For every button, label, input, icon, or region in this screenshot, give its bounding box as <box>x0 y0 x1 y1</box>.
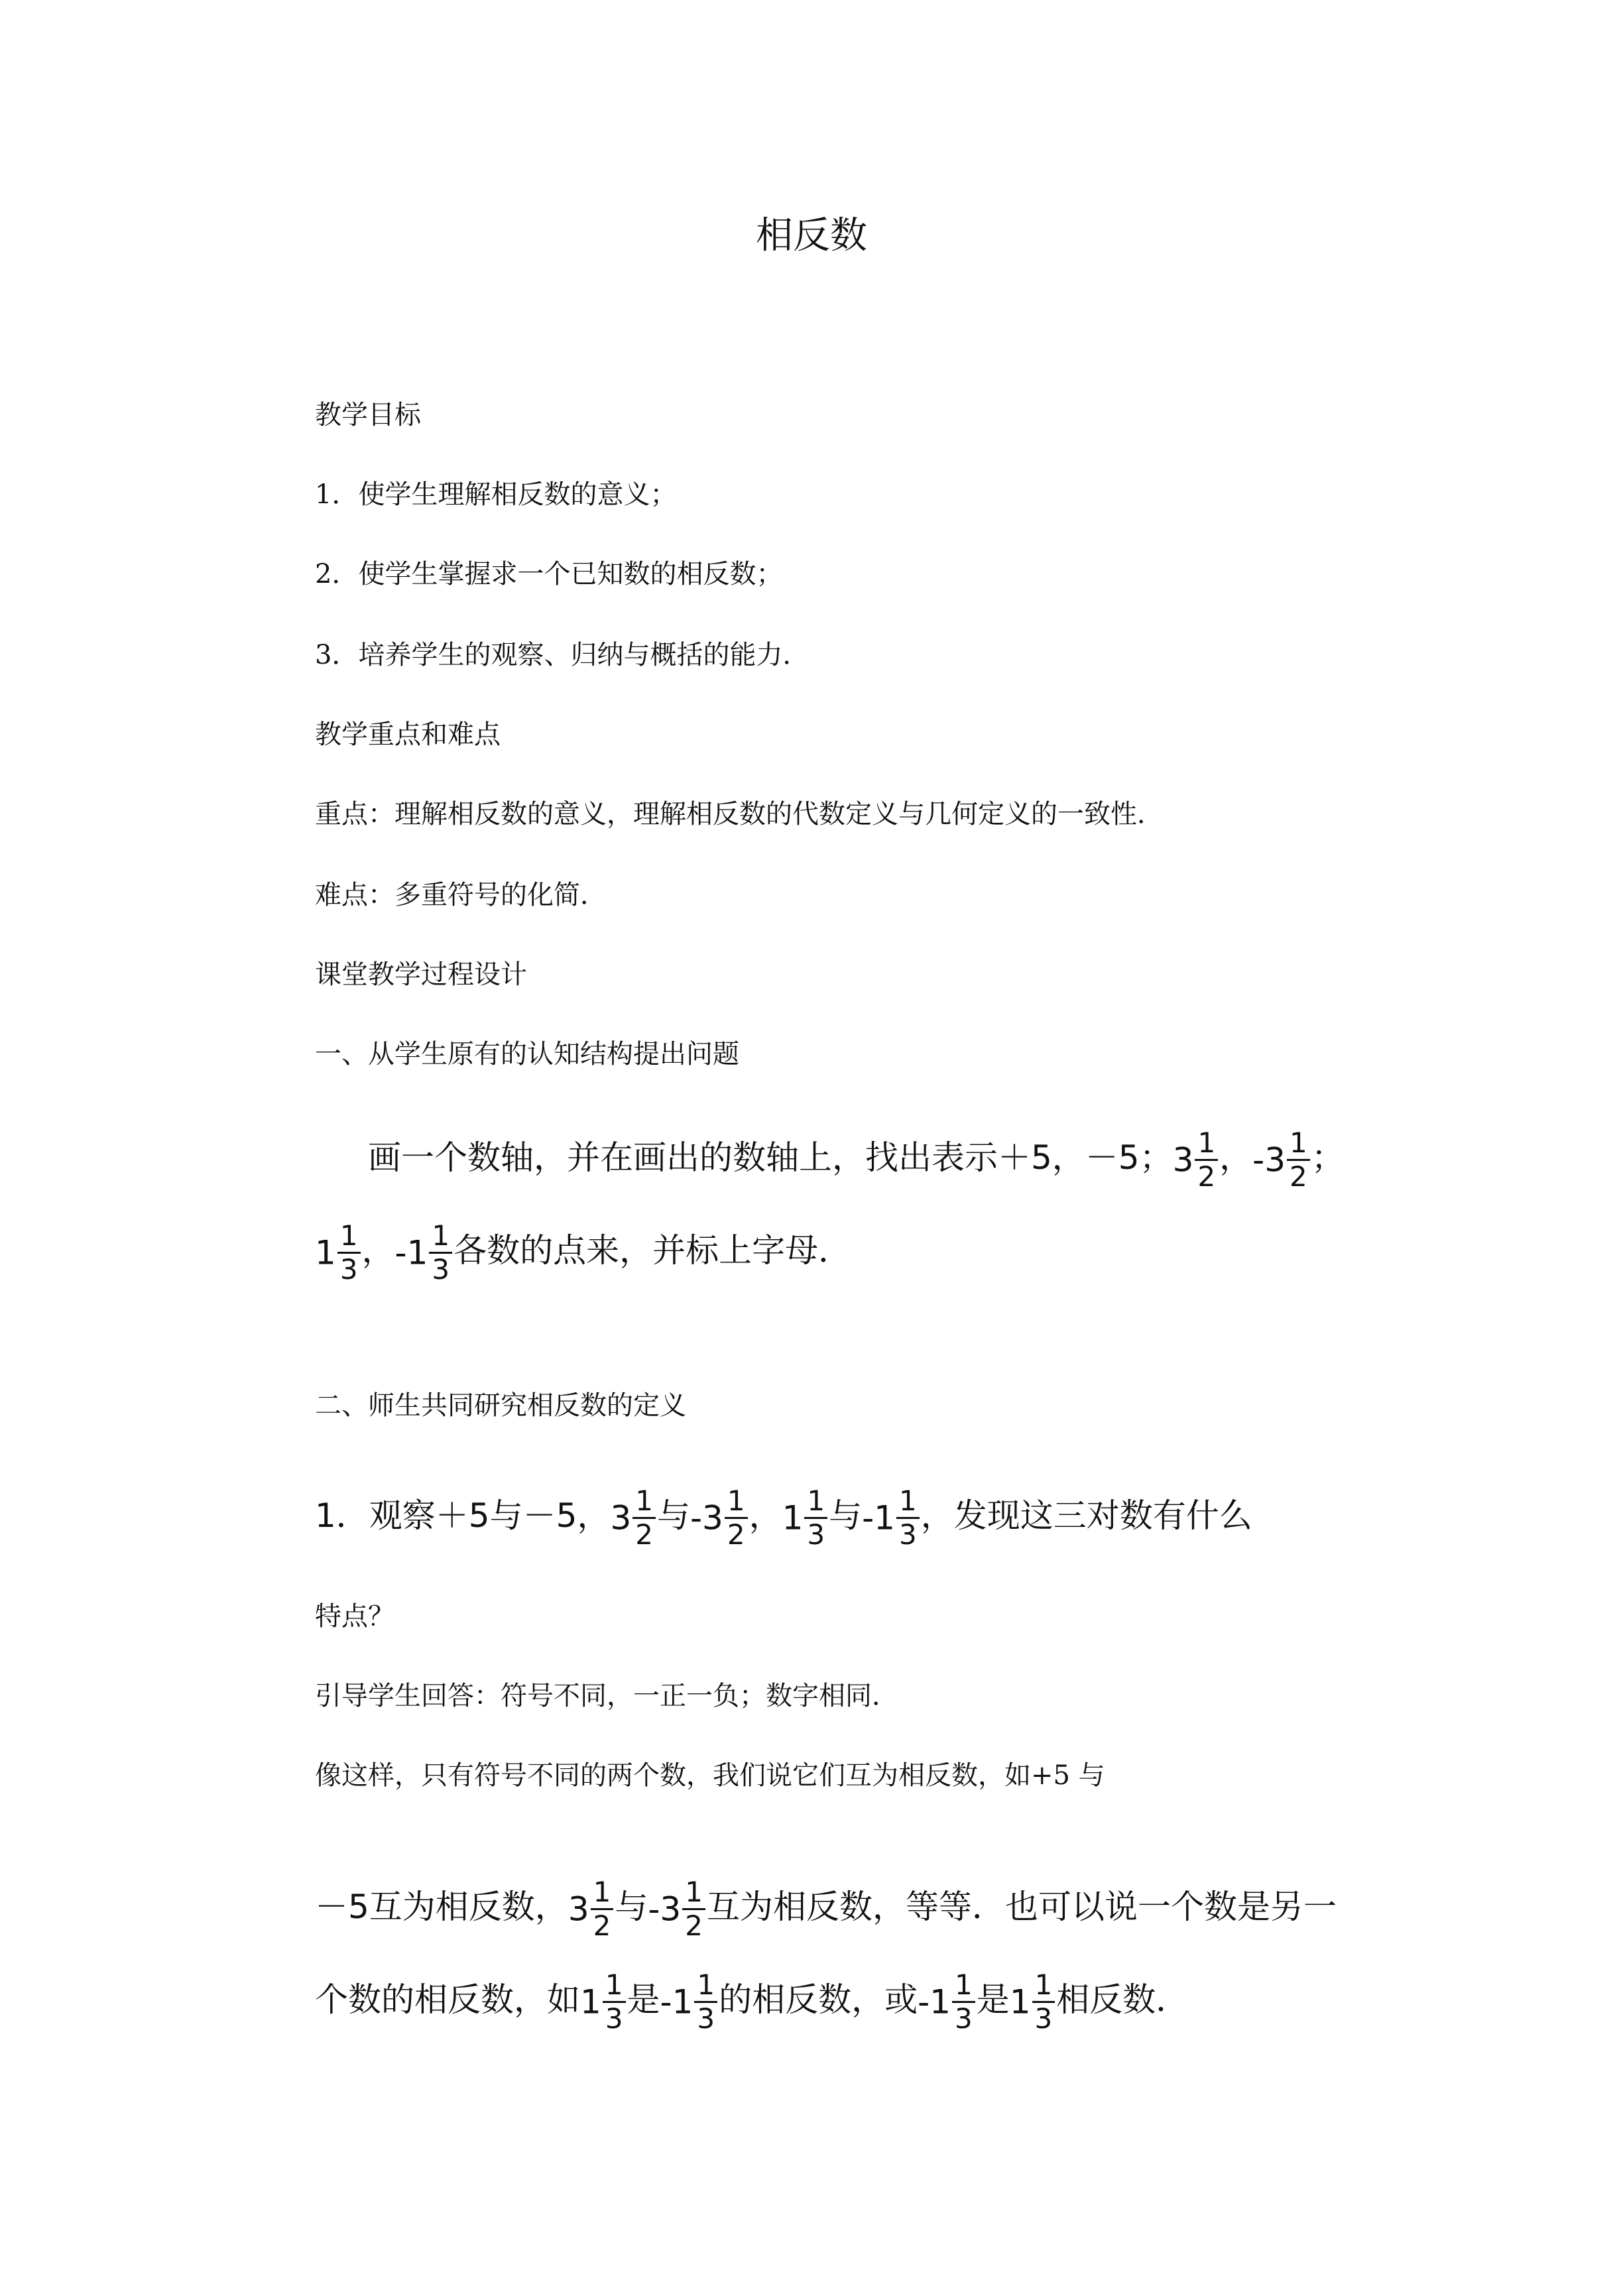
mixed-number: -3 $\frac{1}{2}$ <box>690 1485 749 1551</box>
goal-item: 3．培养学生的观察、归纳与概括的能力． <box>315 640 810 670</box>
goals-heading: 教学目标 <box>315 400 421 430</box>
section-heading: 一、从学生原有的认知结构提出问题 <box>315 1039 739 1069</box>
page-title: 相反数 <box>756 214 867 257</box>
key-point: 重点：理解相反数的意义，理解相反数的代数定义与几何定义的一致性． <box>315 799 1164 829</box>
process-heading: 课堂教学过程设计 <box>315 959 527 990</box>
section-heading: 二、师生共同研究相反数的定义 <box>315 1390 686 1421</box>
mixed-number: 1 $\frac{1}{3}$ <box>782 1485 829 1551</box>
difficulty: 难点：多重符号的化简． <box>315 880 607 910</box>
mixed-number: -3 $\frac{1}{2}$ <box>648 1876 707 1942</box>
task-line: 画一个数轴，并在画出的数轴上，找出表示＋5，－5；3 $\frac{1}{2}$ ，-3 $\frac{1}{2}$ ； <box>368 1126 1345 1193</box>
definition-text: 像这样，只有符号不同的两个数，我们说它们互为相反数，如+5 与 <box>315 1760 1105 1791</box>
mixed-number: 3 $\frac{1}{2}$ <box>568 1876 615 1942</box>
mixed-number: 3 $\frac{1}{2}$ <box>610 1485 657 1551</box>
key-heading: 教学重点和难点 <box>315 719 501 750</box>
mixed-number: 3 $\frac{1}{2}$ <box>1173 1127 1220 1193</box>
observe-continuation: 特点？ <box>315 1601 394 1632</box>
mixed-number: 1 $\frac{1}{3}$ <box>580 1969 627 2035</box>
task-line: 1 $\frac{1}{3}$ ，-1 $\frac{1}{3}$ 各数的点来，并标上字母． <box>315 1219 852 1286</box>
mixed-number: 1 $\frac{1}{3}$ <box>1010 1969 1057 2035</box>
mixed-number: 1 $\frac{1}{3}$ <box>315 1220 362 1286</box>
mixed-number: -3 $\frac{1}{2}$ <box>1252 1127 1311 1193</box>
mixed-number: -1 $\frac{1}{3}$ <box>918 1969 977 2035</box>
mixed-number: -1 $\frac{1}{3}$ <box>395 1220 454 1286</box>
mixed-number: -1 $\frac{1}{3}$ <box>660 1969 719 2035</box>
definition-line: 个数的相反数，如1 $\frac{1}{3}$ 是-1 $\frac{1}{3}$ 的相反数，或-1 $\frac{1}{3}$ 是1 $\frac{1}{3}$ 相反数． <box>315 1968 1189 2035</box>
goal-item: 1．使学生理解相反数的意义； <box>315 479 677 510</box>
guide-text: 引导学生回答：符号不同，一正一负；数字相同． <box>315 1681 898 1711</box>
goal-item: 2．使学生掌握求一个已知数的相反数； <box>315 559 783 589</box>
observe-line: 1．观察＋5与－5，3 $\frac{1}{2}$ 与-3 $\frac{1}{2}$ ，1 $\frac{1}{3}$ 与-1 $\frac{1}{3}$ ，发现这三对数有什么 <box>315 1484 1252 1551</box>
mixed-number: -1 $\frac{1}{3}$ <box>862 1485 921 1551</box>
definition-line: －5互为相反数，3 $\frac{1}{2}$ 与-3 $\frac{1}{2}$ 互为相反数，等等．也可以说一个数是另一 <box>315 1876 1337 1942</box>
